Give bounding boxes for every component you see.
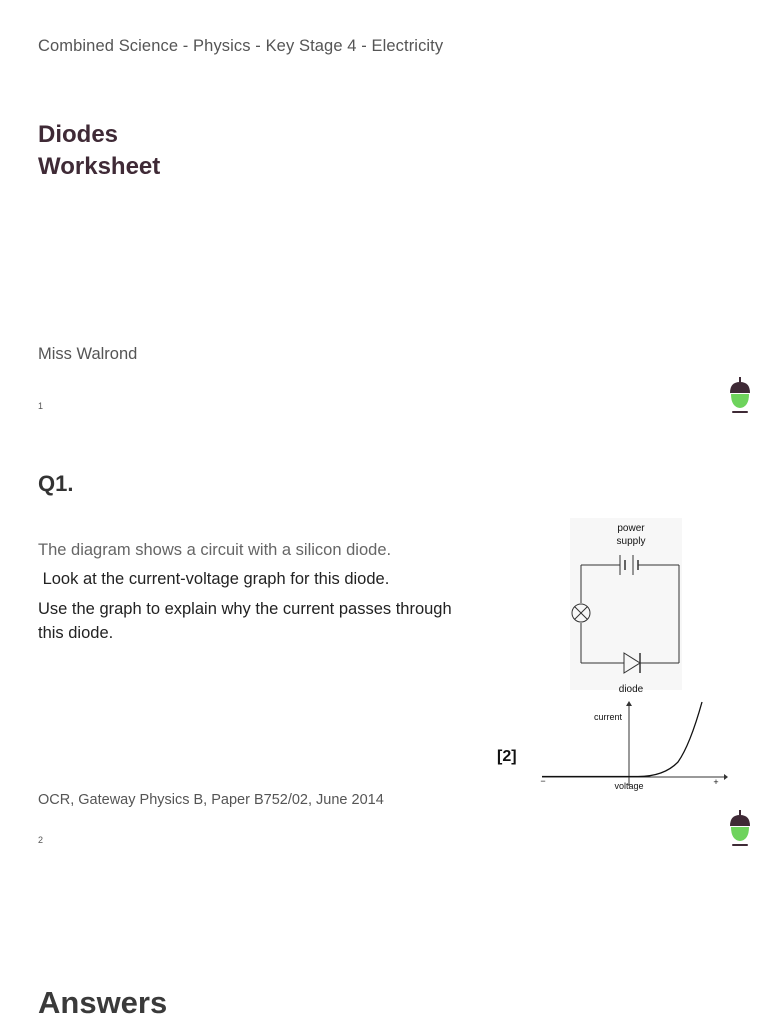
title-line-2: Worksheet (38, 153, 161, 180)
page-number-2: 2 (38, 835, 44, 845)
marks-label: [2] (497, 748, 517, 765)
diode-label: diode (618, 684, 644, 695)
minus-sign: − (540, 776, 546, 786)
plus-sign: + (713, 777, 719, 787)
teacher-name: Miss Walrond (38, 345, 138, 363)
acorn-icon (728, 377, 752, 417)
power-label-1: power (617, 523, 645, 534)
answers-heading: Answers (38, 985, 168, 1020)
x-axis-label: voltage (614, 781, 644, 791)
question-line-2: Look at the current-voltage graph for this diode. (38, 570, 390, 588)
question-line-1: The diagram shows a circuit with a silicon diode. (38, 541, 392, 559)
acorn-icon (728, 810, 752, 850)
page-number-1: 1 (38, 401, 44, 411)
course-breadcrumb: Combined Science - Physics - Key Stage 4 - Electricity (38, 37, 444, 55)
title-line-1: Diodes (38, 121, 119, 148)
question-heading: Q1. (38, 471, 74, 496)
y-axis-label: current (593, 712, 623, 722)
question-line-3: Use the graph to explain why the current passes through this diode. (38, 600, 452, 642)
worksheet-title (38, 119, 160, 183)
iv-graph (538, 700, 730, 794)
power-label-2: supply (616, 536, 646, 547)
circuit-diagram (570, 518, 682, 698)
question-source: OCR, Gateway Physics B, Paper B752/02, June 2014 (38, 792, 384, 808)
